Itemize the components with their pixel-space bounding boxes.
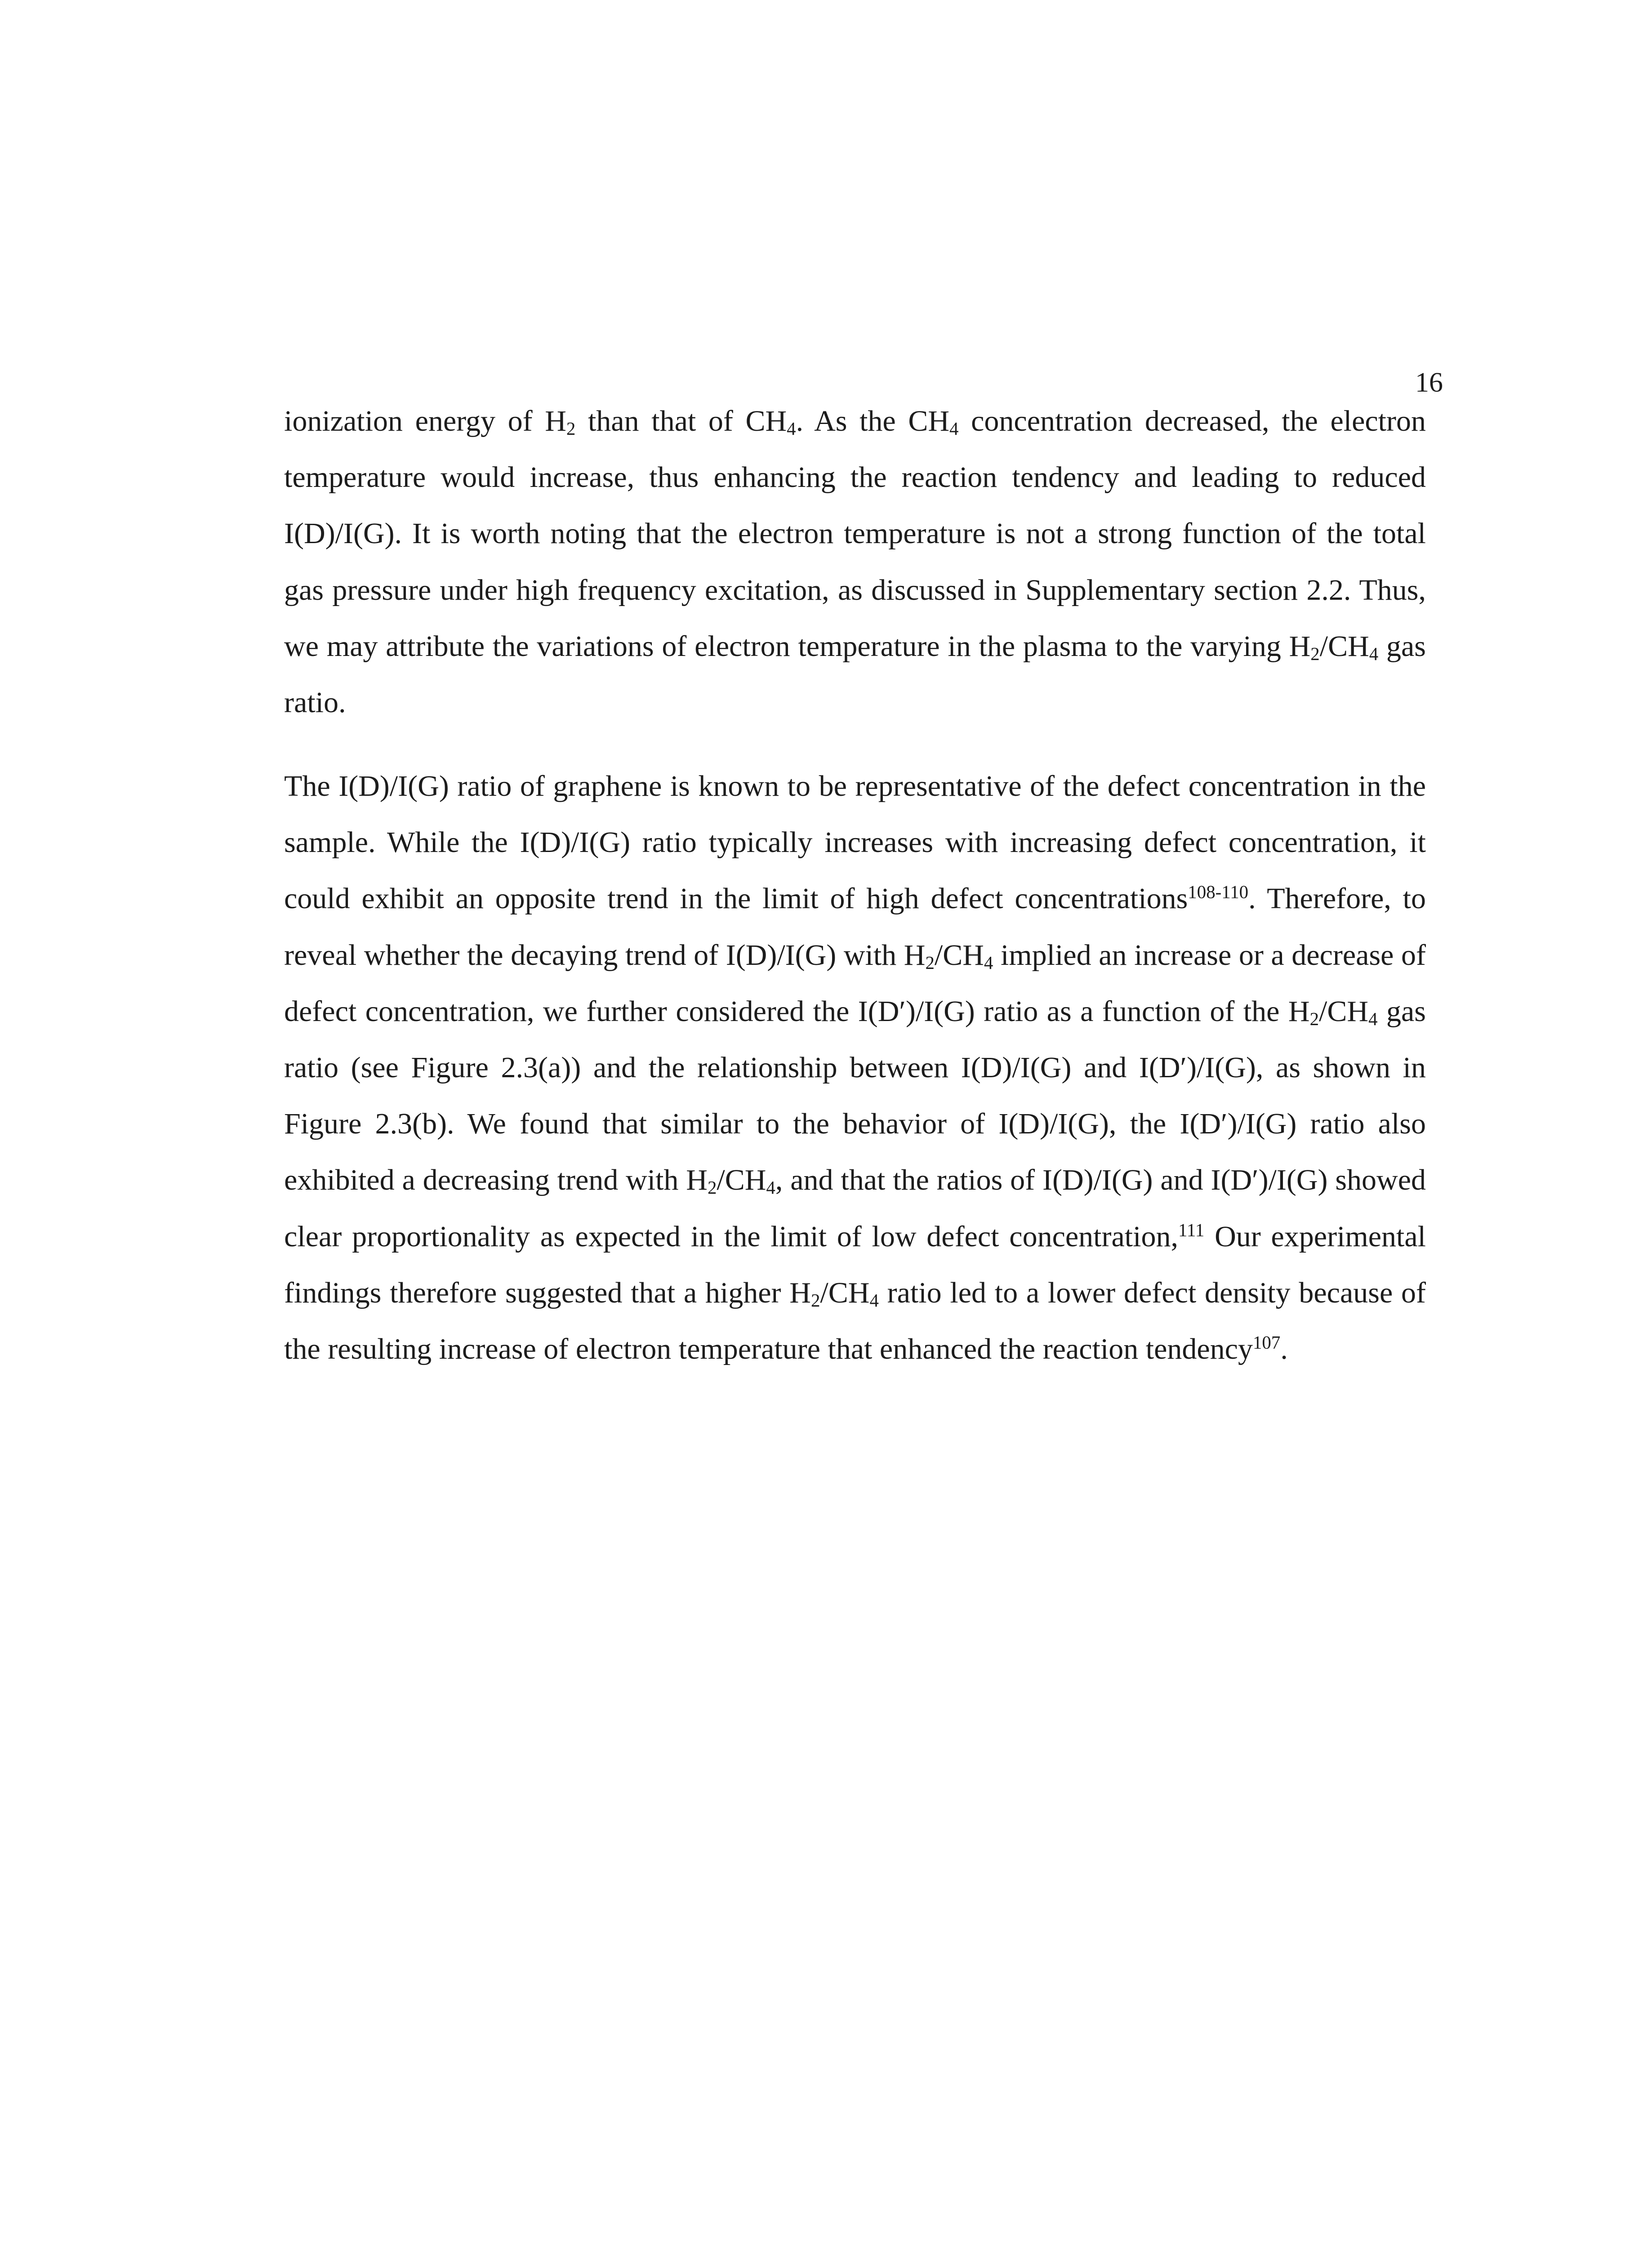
subscript: 4 (766, 1178, 775, 1198)
paragraph-1 (284, 393, 1426, 731)
subscript: 2 (810, 1290, 820, 1311)
text-run: /CH (934, 938, 984, 972)
text-run: . Therefore, to reveal whether the decaying trend of I(D)/I(G) with H (284, 882, 1426, 972)
text-run: gas ratio. (284, 629, 1426, 719)
text-run: , and that the ratios of I(D)/I(G) and I(D′)/I(G) showed clear proportionality as expected in the limit of low defect concentration, (284, 1164, 1426, 1253)
text-run: /CH (1319, 995, 1369, 1028)
subscript: 2 (707, 1178, 717, 1198)
text-run: ionization energy of H (284, 405, 566, 437)
text-run: /CH (717, 1164, 766, 1197)
text-run: /CH (820, 1276, 870, 1309)
subscript: 2 (1310, 643, 1320, 664)
text-run: . (1280, 1333, 1288, 1366)
text-run: The I(D)/I(G) ratio of graphene is known to be representative of the defect concentration in the sample. While the I(D)/I(G) ratio typically increases with increasing defect concentration, it could exhibit an opposite trend in the limit of high defect concentrations (284, 770, 1426, 915)
citation-superscript: 107 (1252, 1332, 1281, 1353)
subscript: 4 (1369, 643, 1379, 664)
citation-superscript: 108-110 (1188, 882, 1249, 902)
subscript: 2 (566, 419, 576, 439)
subscript: 4 (949, 419, 959, 439)
subscript: 4 (869, 1290, 879, 1311)
text-run: than that of CH (575, 405, 787, 437)
subscript: 4 (1368, 1008, 1378, 1029)
text-run: . As the CH (796, 405, 950, 437)
text-run: Our experimental findings therefore suggested that a higher H (284, 1220, 1426, 1309)
text-run: /CH (1319, 629, 1369, 663)
subscript: 2 (1309, 1008, 1319, 1029)
text-run: ratio led to a lower defect density because of the resulting increase of electron temperature that enhanced the reaction tendency (284, 1276, 1426, 1366)
paragraph-2 (284, 758, 1426, 1377)
page-number: 16 (1415, 367, 1443, 398)
text-run: concentration decreased, the electron temperature would increase, thus enhancing the reaction tendency and leading to reduced I(D)/I(G). It is worth noting that the electron temperature is not a strong function of the total gas pressure under high frequency excitation, as discussed in Supplementary section 2.2. Thus, we may attribute the variations of electron temperature in the plasma to the varying H (284, 405, 1426, 663)
subscript: 2 (925, 952, 935, 973)
text-run: gas ratio (see Figure 2.3(a)) and the relationship between I(D)/I(G) and I(D′)/I(G), as shown in Figure 2.3(b). We found that similar to the behavior of I(D)/I(G), the I(D′)/I(G) ratio also exhibited a decreasing trend with H (284, 995, 1426, 1197)
subscript: 4 (984, 952, 993, 973)
text-run: implied an increase or a decrease of defect concentration, we further considered the I(D′)/I(G) ratio as a function of the H (284, 938, 1426, 1028)
subscript: 4 (787, 419, 796, 439)
citation-superscript: 111 (1178, 1220, 1205, 1240)
